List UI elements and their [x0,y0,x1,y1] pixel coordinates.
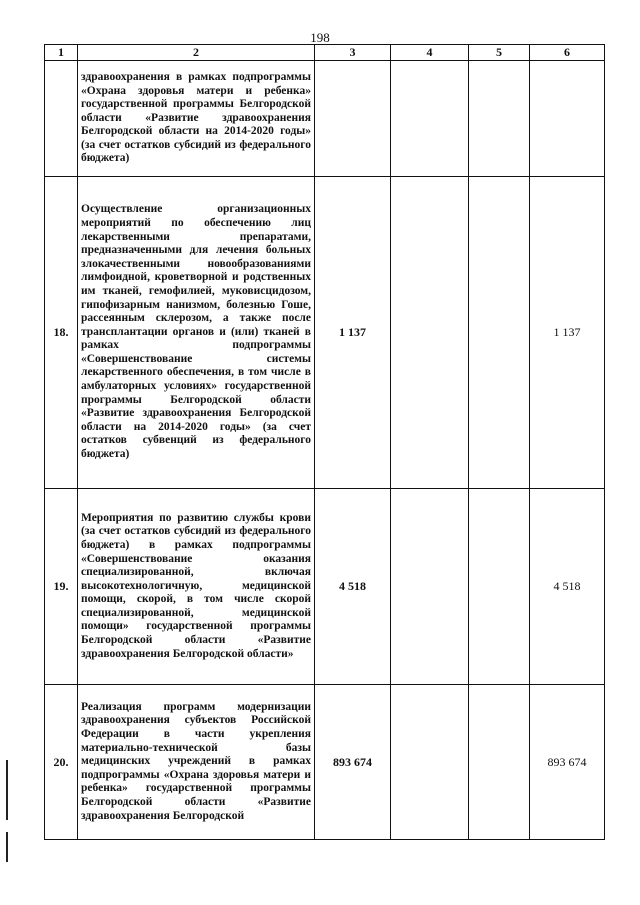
cell-col4 [391,61,469,177]
cell-col3: 4 518 [315,489,391,685]
table-row [45,177,605,489]
cell-col4 [391,489,469,685]
cell-col6: 893 674 [530,685,605,840]
scan-margin-mark [6,832,8,862]
row-number: 20. [45,685,78,840]
row-description: Реализация программ модернизации здравоохранения субъектов Российской Федерации в части укрепления материально-технической базы медицинских учреждений в рамках подпрограммы «Охрана здоровья матери и ребенка» государственной программы Белгородской области «Развитие здравоохранения Белгородской [78,685,315,840]
table-row [45,685,605,840]
cell-col5 [469,61,530,177]
cell-col6 [530,61,605,177]
cell-col4 [391,177,469,489]
column-header-6: 6 [530,45,605,61]
cell-col4 [391,685,469,840]
header-row [45,45,605,61]
cell-col3: 1 137 [315,177,391,489]
page-number: 198 [310,30,330,45]
table-row [45,61,605,177]
column-header-3: 3 [315,45,391,61]
cell-col3 [315,61,391,177]
row-description: Мероприятия по развитию службы крови (за счет остатков субсидий из федерального бюджета) в рамках подпрограммы «Совершенствование оказания специализированной, включая высокотехнологичную, медицинской помощи, скорой, в том числе скорой специализированной, медицинской помощи» государственной программы Белгородской области «Развитие здравоохранения Белгородской области» [78,489,315,685]
column-header-5: 5 [469,45,530,61]
cell-col5 [469,489,530,685]
row-description: Осуществление организационных мероприятий по обеспечению лиц лекарственными препаратами, предназначенными для лечения больных злокачественными новообразованиями лимфоидной, кроветворной и родственных им тканей, гемофилией, муковисцидозом, гипофизарным нанизмом, болезнью Гоше, рассеянным склерозом, а также после трансплантации органов и (или) тканей в рамках подпрограммы «Совершенствование системы лекарственного обеспечения, в том числе в амбулаторных условиях» государственной программы Белгородской области «Развитие здравоохранения Белгородской области на 2014-2020 годы» (за счет остатков субвенций из федерального бюджета) [78,177,315,489]
column-header-4: 4 [391,45,469,61]
budget-table [44,44,605,840]
row-number [45,61,78,177]
cell-col6: 4 518 [530,489,605,685]
row-number: 18. [45,177,78,489]
row-description: здравоохранения в рамках подпрограммы «Охрана здоровья матери и ребенка» государственной программы Белгородской области «Развитие здравоохранения Белгородской области на 2014-2020 годы» (за счет остатков субсидий из федерального бюджета) [78,61,315,177]
cell-col5 [469,177,530,489]
cell-col3: 893 674 [315,685,391,840]
column-header-2: 2 [78,45,315,61]
cell-col6: 1 137 [530,177,605,489]
cell-col5 [469,685,530,840]
row-number: 19. [45,489,78,685]
table-row [45,489,605,685]
scan-margin-mark [6,760,8,820]
column-header-1: 1 [45,45,78,61]
